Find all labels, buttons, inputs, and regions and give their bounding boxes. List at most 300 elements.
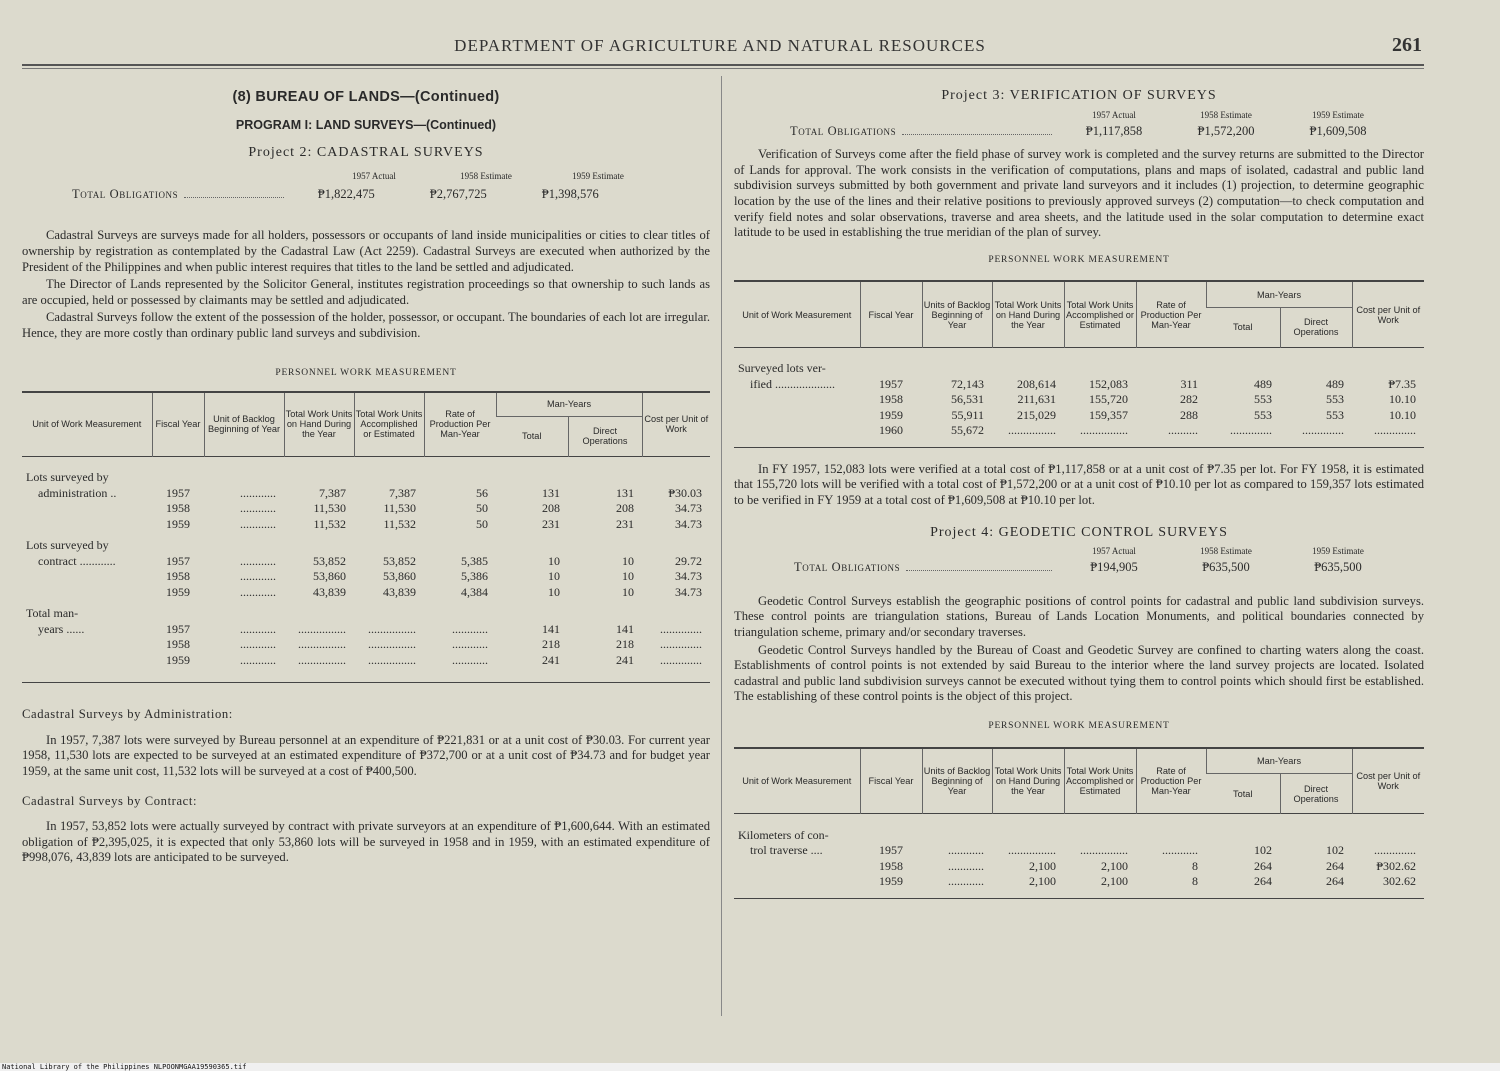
table-caption: PERSONNEL WORK MEASUREMENT xyxy=(988,254,1170,265)
table-cell xyxy=(284,538,354,554)
table-cell: 34.73 xyxy=(675,516,702,531)
table-cell xyxy=(22,456,152,470)
table-cell: 56,531 xyxy=(951,392,984,407)
table-cell: 131 xyxy=(542,485,560,500)
col-header: Fiscal Year xyxy=(152,392,204,456)
table-cell: 231 xyxy=(542,516,560,531)
table-cell: 264 xyxy=(1326,858,1344,873)
table-cell: 282 xyxy=(1180,392,1198,407)
section-subhead: Cadastral Surveys by Administration: xyxy=(22,707,233,722)
col-header: Unit of Work Measurement xyxy=(32,419,142,430)
table-cell xyxy=(152,538,204,554)
project-title: Project 3: VERIFICATION OF SURVEYS xyxy=(941,88,1217,103)
table-cell xyxy=(204,606,284,622)
table-cell xyxy=(1136,361,1206,377)
table-cell: Lots surveyed by xyxy=(26,470,109,485)
table-cell: 102 xyxy=(1326,843,1344,858)
table-cell: ₱30.03 xyxy=(668,485,702,500)
table-cell: ............ xyxy=(240,584,276,599)
table-cell: ₱7.35 xyxy=(1388,376,1416,391)
table-cell: contract ............ xyxy=(38,553,116,568)
table-cell xyxy=(496,538,568,554)
table-cell: 55,672 xyxy=(951,423,984,438)
table-cell: 10 xyxy=(548,584,560,599)
col-header: Direct Operations xyxy=(1280,307,1352,347)
col-header: Unit of Work Measurement xyxy=(742,775,852,786)
table-cell: 553 xyxy=(1326,407,1344,422)
oblig-value: ₱635,500 xyxy=(1202,560,1250,575)
table-row xyxy=(734,828,1424,844)
col-header: Total Work Units Accomplished or Estimated xyxy=(1064,281,1136,347)
col-header: Total xyxy=(1206,774,1280,814)
table-cell: ............ xyxy=(240,485,276,500)
col-header: Unit of Work Measurement xyxy=(742,309,852,320)
table-cell: 11,532 xyxy=(313,516,346,531)
table-cell: ............ xyxy=(948,843,984,858)
table-cell: ............ xyxy=(452,652,488,667)
table-cell: 241 xyxy=(542,652,560,667)
paragraph: Geodetic Control Surveys establish the geographic positions of control points for cadastral and public land subdivision surveys. These control points are triangulation stations, Bureau of Lands Location Monuments, and political boundaries connected by triangulation scheme, primary and/or secondary traverses. xyxy=(734,593,1424,639)
table-cell: 10 xyxy=(548,553,560,568)
table-cell: 34.73 xyxy=(675,569,702,584)
table-cell: 10 xyxy=(622,569,634,584)
obligations-row xyxy=(734,560,1394,576)
table-cell: Kilometers of con- xyxy=(738,827,829,842)
table-cell xyxy=(424,606,496,622)
table-cell: 2,100 xyxy=(1029,858,1056,873)
table-cell: .............. xyxy=(660,652,702,667)
table-cell: ............ xyxy=(452,621,488,636)
table-row xyxy=(734,859,1424,875)
table-cell: .............. xyxy=(1230,423,1272,438)
table-cell: 208 xyxy=(616,501,634,516)
obligations-header xyxy=(22,171,654,181)
table-cell: 1958 xyxy=(879,392,903,407)
table-cell: 215,029 xyxy=(1017,407,1056,422)
table-cell xyxy=(152,606,204,622)
table-cell: ............ xyxy=(240,621,276,636)
oblig-col-1959: 1959 Estimate xyxy=(572,170,624,181)
table-cell: ................ xyxy=(298,621,346,636)
table-body xyxy=(734,347,1424,439)
col-header: Unit of Backlog Beginning of Year xyxy=(204,392,284,456)
table-rule xyxy=(734,898,1424,899)
col-header-group: Man-Years xyxy=(496,392,642,416)
col-header: Total xyxy=(1206,307,1280,347)
page-number: 261 xyxy=(1392,34,1422,56)
obligations-header xyxy=(734,546,1394,556)
table-cell: 55,911 xyxy=(951,407,984,422)
table-cell: ................ xyxy=(298,637,346,652)
table-cell: 1958 xyxy=(166,637,190,652)
table-cell xyxy=(1136,828,1206,844)
table-cell xyxy=(922,828,992,844)
oblig-col-1957: 1957 Actual xyxy=(352,170,396,181)
oblig-col-1958: 1958 Estimate xyxy=(460,170,512,181)
table-row xyxy=(22,622,710,638)
work-measurement-table xyxy=(22,391,710,668)
table-cell xyxy=(22,501,152,517)
table-cell: 34.73 xyxy=(675,501,702,516)
table-cell xyxy=(354,606,424,622)
table-cell: 2,100 xyxy=(1101,874,1128,889)
table-cell: 1957 xyxy=(879,376,903,391)
table-cell xyxy=(1280,361,1352,377)
table-cell: 1959 xyxy=(879,407,903,422)
table-row xyxy=(734,408,1424,424)
table-cell: ............ xyxy=(240,652,276,667)
table-cell: 53,852 xyxy=(313,553,346,568)
col-header: Total Work Units Accomplished or Estimated xyxy=(354,392,424,456)
table-cell: ................ xyxy=(368,652,416,667)
col-header-group: Man-Years xyxy=(1206,748,1352,774)
table-cell: ............ xyxy=(1162,843,1198,858)
paragraph: Verification of Surveys come after the field phase of survey work is completed and the survey returns are submitted to the Director of Lands for approval. The work consists in the verification of computations, plans and maps of isolated, cadastral and public land subdivision surveys submitted by both government and private land surveyors and it includes (1) projection, to determine geographic location by the use of the lines and their relative positions to previously approved surveys (2) computation—to check computation and verify field notes and solar observations, traverse and area sheets, and the latitude used in the solar computation to determine exact latitude to be used in establishing the true meridian of the plan of survey. xyxy=(734,147,1424,240)
table-cell xyxy=(1206,361,1280,377)
table-cell: 10 xyxy=(622,584,634,599)
col-header-group: Man-Years xyxy=(1206,281,1352,307)
table-cell: ................ xyxy=(1008,423,1056,438)
table-cell: 141 xyxy=(616,621,634,636)
table-cell: ................ xyxy=(1008,843,1056,858)
table-cell xyxy=(354,470,424,486)
table-cell xyxy=(22,585,152,601)
table-cell: 141 xyxy=(542,621,560,636)
table-spacer xyxy=(734,814,1424,828)
leader-dots xyxy=(902,134,1052,135)
table-cell: .............. xyxy=(1374,843,1416,858)
table-cell: 489 xyxy=(1326,376,1344,391)
table-cell xyxy=(734,814,860,828)
table-cell: 553 xyxy=(1326,392,1344,407)
table-cell: 489 xyxy=(1254,376,1272,391)
table-cell xyxy=(642,470,710,486)
table-cell xyxy=(1280,828,1352,844)
table-cell: 1959 xyxy=(166,516,190,531)
table-row xyxy=(734,874,1424,890)
table-row xyxy=(734,843,1424,859)
table-row xyxy=(22,470,710,486)
table-cell xyxy=(354,538,424,554)
oblig-value: ₱2,767,725 xyxy=(429,186,487,201)
col-header: Cost per Unit of Work xyxy=(1352,281,1424,347)
table-row xyxy=(22,538,710,554)
col-header: Direct Operations xyxy=(568,416,642,456)
table-cell: .......... xyxy=(1168,423,1198,438)
table-caption: PERSONNEL WORK MEASUREMENT xyxy=(988,720,1170,731)
table-cell: 56 xyxy=(476,485,488,500)
table-cell: 218 xyxy=(542,637,560,652)
table-cell: 155,720 xyxy=(1089,392,1128,407)
table-cell: 5,386 xyxy=(461,569,488,584)
table-cell: 208 xyxy=(542,501,560,516)
table-spacer xyxy=(22,456,710,470)
table-cell: 72,143 xyxy=(951,376,984,391)
leader-dots xyxy=(184,197,284,198)
table-cell: trol traverse .... xyxy=(750,843,823,858)
table-body xyxy=(22,456,710,668)
paragraph: The Director of Lands represented by the Solicitor General, institutes registration proceedings so that ownership to such lands as are occupied, held or possessed by claimants may be settled and adjudicated. xyxy=(22,277,710,307)
table-cell: 53,852 xyxy=(383,553,416,568)
table-cell: 1957 xyxy=(879,843,903,858)
table-cell: 43,839 xyxy=(383,584,416,599)
table-cell xyxy=(734,874,860,890)
col-header: Total xyxy=(496,416,568,456)
table-cell: 2,100 xyxy=(1101,858,1128,873)
table-cell: 302.62 xyxy=(1383,874,1416,889)
table-row xyxy=(22,517,710,533)
table-row xyxy=(22,501,710,517)
col-header: Rate of Production Per Man-Year xyxy=(424,392,496,456)
oblig-value: ₱1,609,508 xyxy=(1309,123,1367,138)
table-row xyxy=(734,392,1424,408)
table-cell: 1959 xyxy=(879,874,903,889)
table-cell: ............ xyxy=(240,637,276,652)
table-cell: 1958 xyxy=(166,569,190,584)
table-cell: ₱302.62 xyxy=(1376,858,1416,873)
table-cell xyxy=(642,538,710,554)
oblig-col-1958: 1958 Estimate xyxy=(1200,109,1252,120)
obligations-header xyxy=(734,110,1394,120)
table-row xyxy=(22,486,710,502)
paragraph: Cadastral Surveys are surveys made for all holders, possessors or occupants of land inside municipalities or cities to clear titles of ownership by registration as contemplated by the Cadastral Law (Act 2259). Cadastral Surveys are executed when authorized by the President of the Philippines and when public interest requires that titles to the land be settled and adjudicated. xyxy=(22,228,710,274)
table-rule xyxy=(734,447,1424,448)
table-cell: .............. xyxy=(1302,423,1344,438)
oblig-col-1957: 1957 Actual xyxy=(1092,546,1136,557)
table-cell: 152,083 xyxy=(1089,376,1128,391)
table-cell xyxy=(22,653,152,669)
col-header: Units of Backlog Beginning of Year xyxy=(922,281,992,347)
table-cell: 8 xyxy=(1192,858,1198,873)
table-cell xyxy=(734,347,860,361)
table-cell: ................ xyxy=(368,637,416,652)
col-header: Direct Operations xyxy=(1280,774,1352,814)
table-row xyxy=(734,361,1424,377)
table-cell: 11,530 xyxy=(383,501,416,516)
col-header: Total Work Units on Hand During the Year xyxy=(992,281,1064,347)
table-cell: .............. xyxy=(660,621,702,636)
table-cell xyxy=(1064,361,1136,377)
oblig-value: ₱1,117,858 xyxy=(1085,123,1143,138)
table-cell: ............ xyxy=(240,553,276,568)
table-cell: 288 xyxy=(1180,407,1198,422)
table-cell: 4,384 xyxy=(461,584,488,599)
table-cell xyxy=(734,408,860,424)
obligations-label: Total Obligations xyxy=(794,560,901,575)
table-cell xyxy=(568,470,642,486)
table-cell: Lots surveyed by xyxy=(26,538,109,553)
table-row xyxy=(22,569,710,585)
table-cell: .............. xyxy=(1374,423,1416,438)
table-cell xyxy=(992,828,1064,844)
table-cell: 53,860 xyxy=(313,569,346,584)
table-cell: ............ xyxy=(948,858,984,873)
table-cell: 7,387 xyxy=(389,485,416,500)
table-cell: 102 xyxy=(1254,843,1272,858)
table-cell xyxy=(496,470,568,486)
paragraph: In 1957, 53,852 lots were actually surveyed by contract with private surveyors at an expenditure of ₱1,600,644. With an estimated obligation of ₱2,395,025, it is expected that only 53,860 lots will be surveyed in 1958 and in 1959, with an estimated expenditure of ₱998,076, 43,839 lots are anticipated to be surveyed. xyxy=(22,819,710,865)
table-cell: ................ xyxy=(1080,843,1128,858)
table-caption: PERSONNEL WORK MEASUREMENT xyxy=(275,367,457,378)
table-cell: 208,614 xyxy=(1017,376,1056,391)
geodetic-table xyxy=(734,747,1424,890)
column-divider xyxy=(721,76,722,1016)
table-cell: 1959 xyxy=(166,584,190,599)
table-cell: Surveyed lots ver- xyxy=(738,361,826,376)
table-cell xyxy=(568,606,642,622)
table-body xyxy=(734,814,1424,890)
table-cell: 7,387 xyxy=(319,485,346,500)
table-cell xyxy=(204,470,284,486)
col-header: Total Work Units on Hand During the Year xyxy=(992,748,1064,814)
table-cell: Total man- xyxy=(26,606,79,621)
table-cell xyxy=(1352,828,1424,844)
table-cell xyxy=(734,859,860,875)
paragraph: In FY 1957, 152,083 lots were verified at a total cost of ₱1,117,858 or at a unit cost of ₱7.35 per lot. For FY 1958, it is estimated that 155,720 lots will be verified with a total cost of ₱1,572,200 or at a unit cost of ₱10.10 per lot as compared to 159,357 lots estimated to be verified in FY 1959 at a total cost of ₱1,609,508 at ₱10.10 per lot. xyxy=(734,461,1424,508)
col-header: Fiscal Year xyxy=(860,748,922,814)
table-row xyxy=(22,637,710,653)
table-cell: 50 xyxy=(476,501,488,516)
header-rule xyxy=(22,64,1424,66)
oblig-col-1959: 1959 Estimate xyxy=(1312,546,1364,557)
table-cell xyxy=(992,361,1064,377)
table-cell: ................ xyxy=(1080,423,1128,438)
table-cell: 241 xyxy=(616,652,634,667)
paragraph: Geodetic Control Surveys handled by the Bureau of Coast and Geodetic Survey are confined to charting waters along the coast. Establishments of control points is not extended by said Bureau to the interior where the land survey projects are located. Isolated cadastral and public land subdivision surveys cannot be executed without tying them to control points which should first be established. The establishing of these control points is the object of this project. xyxy=(734,642,1424,704)
table-cell: 29.72 xyxy=(675,553,702,568)
table-cell xyxy=(1064,828,1136,844)
table-cell xyxy=(22,517,152,533)
table-cell xyxy=(922,361,992,377)
table-cell: 11,532 xyxy=(383,516,416,531)
table-cell: 50 xyxy=(476,516,488,531)
table-row xyxy=(22,585,710,601)
table-cell xyxy=(734,392,860,408)
table-cell: .............. xyxy=(660,637,702,652)
table-cell: 264 xyxy=(1254,858,1272,873)
table-cell: 211,631 xyxy=(1017,392,1056,407)
table-cell xyxy=(22,637,152,653)
table-cell: 1958 xyxy=(166,501,190,516)
program-title: PROGRAM I: LAND SURVEYS—(Continued) xyxy=(235,117,497,132)
col-header: Fiscal Year xyxy=(860,281,922,347)
table-cell: ............ xyxy=(948,874,984,889)
table-cell: administration .. xyxy=(38,485,117,500)
verification-table xyxy=(734,280,1424,439)
col-header: Cost per Unit of Work xyxy=(642,392,710,456)
table-cell: ............ xyxy=(452,637,488,652)
table-cell: ................ xyxy=(368,621,416,636)
table-cell xyxy=(204,538,284,554)
leader-dots xyxy=(906,570,1052,571)
table-row xyxy=(734,377,1424,393)
oblig-col-1958: 1958 Estimate xyxy=(1200,546,1252,557)
project-title: Project 4: GEODETIC CONTROL SURVEYS xyxy=(930,524,1228,540)
table-cell xyxy=(1352,361,1424,377)
oblig-col-1959: 1959 Estimate xyxy=(1312,109,1364,120)
table-cell: 1957 xyxy=(166,553,190,568)
table-cell: 553 xyxy=(1254,392,1272,407)
paragraph: Cadastral Surveys follow the extent of the possession of the holder, possessor, or occupant. The boundaries of each lot are irregular. Hence, they are more costly than ordinary public land surveys and subdivision. xyxy=(22,310,710,340)
table-cell: 10 xyxy=(622,553,634,568)
col-header: Rate of Production Per Man-Year xyxy=(1136,748,1206,814)
table-cell xyxy=(284,470,354,486)
table-cell xyxy=(1206,828,1280,844)
table-cell: 1958 xyxy=(879,858,903,873)
table-cell xyxy=(424,538,496,554)
table-cell xyxy=(22,569,152,585)
paragraph: In 1957, 7,387 lots were surveyed by Bureau personnel at an expenditure of ₱221,831 or at a unit cost of ₱30.03. For current year 1958, 11,530 lots are expected to be surveyed at an estimated expenditure of ₱372,700 or at a unit cost of ₱34.73 and for budget year 1959, at the same unit cost, 11,532 lots will be surveyed at a cost of ₱400,500. xyxy=(22,732,710,778)
bureau-title: (8) BUREAU OF LANDS—(Continued) xyxy=(232,89,500,105)
oblig-value: ₱1,398,576 xyxy=(541,186,599,201)
obligations-label: Total Obligations xyxy=(790,123,897,138)
table-cell: ............ xyxy=(240,501,276,516)
table-cell: years ...... xyxy=(38,621,85,636)
table-row xyxy=(22,554,710,570)
table-rule xyxy=(22,682,710,683)
header-rule-thin xyxy=(22,68,1424,69)
left-column xyxy=(22,80,710,866)
col-header: Rate of Production Per Man-Year xyxy=(1136,281,1206,347)
table-cell xyxy=(568,538,642,554)
obligations-label: Total Obligations xyxy=(72,186,179,201)
table-cell: 11,530 xyxy=(313,501,346,516)
col-header: Cost per Unit of Work xyxy=(1352,748,1424,814)
table-cell xyxy=(496,606,568,622)
table-cell: 10.10 xyxy=(1389,392,1416,407)
table-cell: ified .................... xyxy=(750,376,835,391)
table-cell: 218 xyxy=(616,637,634,652)
table-cell: ............ xyxy=(240,516,276,531)
col-header: Total Work Units on Hand During the Year xyxy=(284,392,354,456)
table-cell: 2,100 xyxy=(1029,874,1056,889)
oblig-value: ₱194,905 xyxy=(1090,560,1138,575)
col-header: Total Work Units Accomplished or Estimated xyxy=(1064,748,1136,814)
table-cell: 1957 xyxy=(166,485,190,500)
table-cell: 264 xyxy=(1326,874,1344,889)
scan-caption: National Library of the Philippines NLPOONMGAA19590365.tif xyxy=(2,1063,247,1071)
oblig-value: ₱1,572,200 xyxy=(1197,123,1255,138)
table-cell: 5,385 xyxy=(461,553,488,568)
right-column xyxy=(734,80,1424,899)
project-title: Project 2: CADASTRAL SURVEYS xyxy=(248,145,484,161)
table-cell: 1957 xyxy=(166,621,190,636)
table-cell: ................ xyxy=(298,652,346,667)
table-cell: 553 xyxy=(1254,407,1272,422)
table-cell xyxy=(284,606,354,622)
table-cell xyxy=(642,606,710,622)
table-row xyxy=(734,423,1424,439)
table-row xyxy=(22,606,710,622)
table-cell xyxy=(424,470,496,486)
table-cell: 1960 xyxy=(879,423,903,438)
table-cell: ............ xyxy=(240,569,276,584)
table-cell: 34.73 xyxy=(675,584,702,599)
table-cell: 8 xyxy=(1192,874,1198,889)
table-cell: 10.10 xyxy=(1389,407,1416,422)
table-cell: 53,860 xyxy=(383,569,416,584)
table-cell xyxy=(860,828,922,844)
oblig-value: ₱1,822,475 xyxy=(317,186,375,201)
table-cell: 10 xyxy=(548,569,560,584)
section-subhead: Cadastral Surveys by Contract: xyxy=(22,793,198,808)
oblig-value: ₱635,500 xyxy=(1314,560,1362,575)
table-cell: 131 xyxy=(616,485,634,500)
table-cell xyxy=(860,361,922,377)
table-cell: 311 xyxy=(1180,376,1198,391)
table-cell: 43,839 xyxy=(313,584,346,599)
col-header: Units of Backlog Beginning of Year xyxy=(922,748,992,814)
